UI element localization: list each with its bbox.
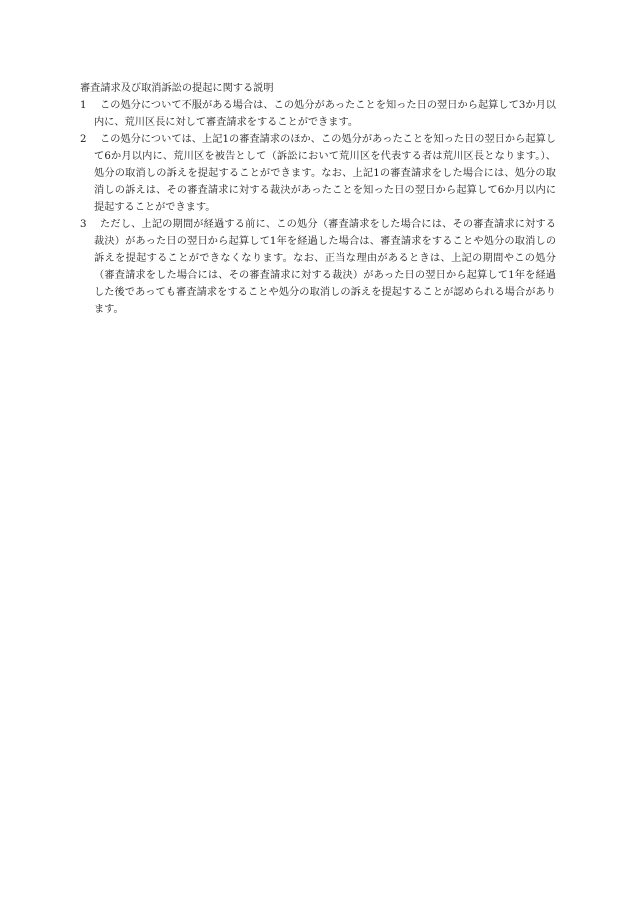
item-text: ただし、上記の期間が経過する前に、この処分（審査請求をした場合には、その審査請求に対する裁決）があった日の翌日から起算して1年を経過した場合は、審査請求をすることや処分の取消しの訴えを提起することができなくなります。なお、正当な理由があるときは、上記の期間やこの処分（審査請求をした場合には、その審査請求に対する裁決）があった日の翌日から起算して1年を経過した後であっても審査請求をすることや処分の取消しの訴えを提起することが認められる場合があります。 bbox=[94, 219, 556, 315]
item-number: 3 bbox=[80, 219, 87, 230]
list-item-2 bbox=[80, 131, 556, 216]
list-item-3 bbox=[80, 216, 556, 318]
item-number: 2 bbox=[80, 134, 87, 145]
list-item-1 bbox=[80, 97, 556, 131]
item-text: この処分については、上記1の審査請求のほか、この処分があったことを知った日の翌日から起算して6か月以内に、荒川区を被告として（訴訟において荒川区を代表する者は荒川区長となります。）、処分の取消しの訴えを提起することができます。なお、上記1の審査請求をした場合には、処分の取消しの訴えは、その審査請求に対する裁決があったことを知った日の翌日から起算して6か月以内に提起することができます。 bbox=[94, 134, 556, 213]
item-text: この処分について不服がある場合は、この処分があったことを知った日の翌日から起算して3か月以内に、荒川区長に対して審査請求をすることができます。 bbox=[94, 100, 556, 128]
document-page bbox=[80, 80, 556, 318]
item-number: 1 bbox=[80, 100, 87, 111]
document-heading: 審査請求及び取消訴訟の提起に関する説明 bbox=[80, 83, 274, 94]
